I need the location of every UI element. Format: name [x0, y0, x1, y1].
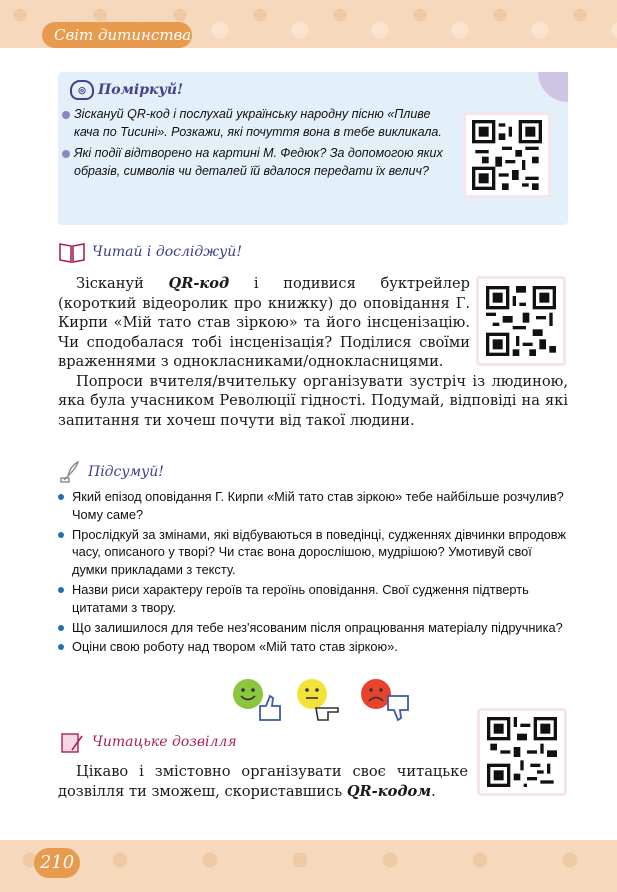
book-pen-icon: [58, 730, 86, 754]
read-section-title: [58, 240, 242, 264]
leisure-paragraph: Цікаво і змістовно організувати своє читацьке дозвілля ти зможеш, скориставшись QR-кодом.: [58, 763, 468, 800]
happy-face-thumbs-up-icon[interactable]: [230, 676, 284, 724]
think-list: [62, 106, 452, 184]
qr-code-leisure[interactable]: [477, 708, 567, 796]
summary-section-title: [58, 460, 164, 484]
summary-title-text: Підсумуй!: [88, 464, 164, 480]
qr-code-booktrailer[interactable]: [476, 276, 566, 366]
summary-list: [58, 488, 568, 658]
quill-ink-icon: [58, 460, 82, 484]
page-number: 210: [34, 848, 80, 878]
summary-item: Що залишилося для тебе нез'ясованим після опрацювання матеріалу підручника?: [58, 619, 568, 637]
qr-code-term: QR-код: [168, 275, 230, 292]
read-title-text: Читай і досліджуй!: [92, 244, 242, 260]
qr-code-song[interactable]: [463, 112, 551, 198]
think-title: [70, 80, 183, 100]
leisure-title-text: Читацьке дозвілля: [92, 734, 237, 750]
self-assessment-faces: [230, 676, 410, 724]
qr-code-icon: [472, 120, 542, 190]
summary-item: Оціни свою роботу над твором «Мій тато став зіркою».: [58, 638, 568, 656]
bottom-decorative-band: [0, 840, 617, 892]
think-box-corner: [538, 72, 568, 102]
qr-code-term: QR-кодом: [346, 782, 432, 800]
qr-code-icon: [487, 717, 557, 787]
leisure-section-title: [58, 730, 237, 754]
sad-face-thumbs-down-icon[interactable]: [358, 676, 412, 724]
read-paragraph-1: Зіскануй QR-код і подивися буктрейлер (короткий відеоролик про книжку) до оповідання Г. Кирпи «Мій тато став зіркою» та його інсценізацію. Чи сподобалася тобі інсценізація? Поділися своїми враженнями з однокласниками/однокласницями.: [58, 275, 470, 370]
summary-item: Прослідкуй за змінами, які відбуваються в поведінці, судженнях дівчинки впродовж часу, описаного у творі? Чи стає вона дорослішою, мудрішою? Умотивуй свої думки прикладами з тексту.: [58, 526, 568, 579]
think-title-text: Поміркуй!: [98, 82, 184, 98]
open-book-icon: [58, 240, 86, 264]
leisure-text: [58, 762, 468, 801]
chapter-tab: Світ дитинства: [42, 22, 192, 48]
summary-item: Назви риси характеру героїв та героїнь оповідання. Свої судження підтверть цитатами з твору.: [58, 581, 568, 617]
qr-code-icon: [486, 286, 556, 356]
think-item: Які події відтворено на картині М. Федюк? За допомогою яких образів, символів чи деталей їй вдалося передати їх велич?: [62, 145, 452, 180]
summary-item: Який епізод оповідання Г. Кирпи «Мій тато став зіркою» тебе найбільше розчулив? Чому саме?: [58, 488, 568, 524]
neutral-face-hand-icon[interactable]: [294, 676, 348, 724]
head-thinking-icon: ◎: [70, 80, 94, 100]
read-paragraph-2: Попроси вчителя/вчительку організувати зустріч із людиною, яка була учасником Революції гідності. Подумай, відповіді на які запитання ти хочеш почути від такої людини.: [58, 372, 568, 429]
think-item: Зіскануй QR-код і послухай українську народну пісню «Пливе кача по Тисині». Розкажи, які почуття вона в тебе викликала.: [62, 106, 452, 141]
